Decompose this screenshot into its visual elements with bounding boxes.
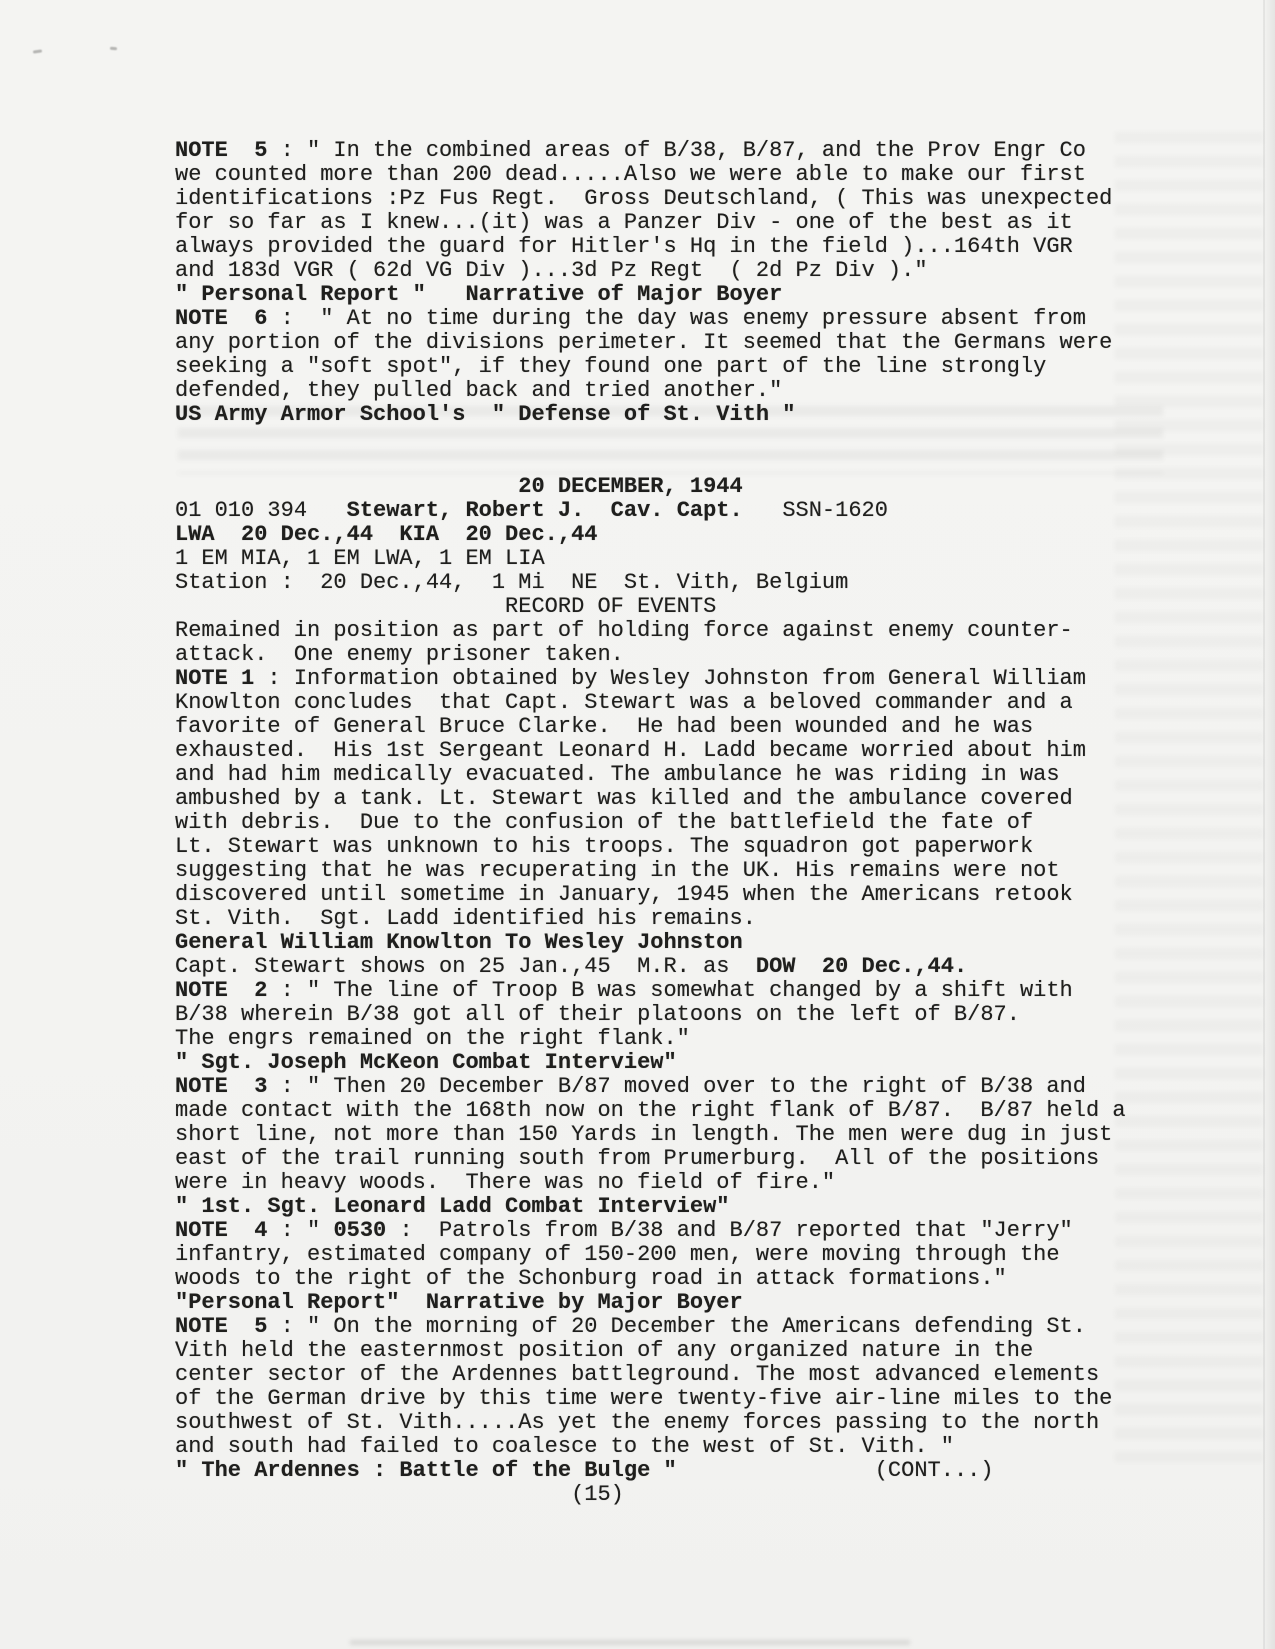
doc-line [175, 1315, 1126, 1339]
doc-line [175, 859, 1126, 883]
bold-text: 0530 [333, 1218, 387, 1243]
heading-date-line [175, 475, 1126, 499]
text: : " In the combined areas of B/38, B/87, and the Prov Engr Co [267, 138, 1086, 163]
text: exhausted. His 1st Sergeant Leonard H. Ladd became worried about him [175, 738, 1086, 763]
soldier-name-rank: Stewart, Robert J. Cav. Capt. [346, 498, 743, 523]
doc-line [175, 1051, 1126, 1075]
doc-line [175, 883, 1126, 907]
soldier-record-line [175, 499, 1126, 523]
text: infantry, estimated company of 150-200 men, were moving through the [175, 1242, 1060, 1267]
text [677, 1458, 875, 1483]
doc-line [175, 787, 1126, 811]
text: Remained in position as part of holding force against enemy counter- [175, 618, 1073, 643]
text: always provided the guard for Hitler's Hq in the field )...164th VGR [175, 234, 1073, 259]
doc-line [175, 211, 1126, 235]
text: Capt. Stewart shows on 25 Jan.,45 M.R. as [175, 954, 756, 979]
doc-line [175, 355, 1126, 379]
doc-line [175, 1099, 1126, 1123]
doc-line [175, 1243, 1126, 1267]
text: and had him medically evacuated. The ambulance he was riding in was [175, 762, 1060, 787]
doc-line [175, 691, 1126, 715]
text: short line, not more than 150 Yards in length. The men were dug in just [175, 1122, 1113, 1147]
doc-line [175, 235, 1126, 259]
doc-line [175, 139, 1126, 163]
bold-text: NOTE 5 [175, 138, 268, 163]
doc-line [175, 259, 1126, 283]
doc-line [175, 1363, 1126, 1387]
text: The engrs remained on the right flank." [175, 1026, 690, 1051]
doc-line [175, 451, 1126, 475]
text: any portion of the divisions perimeter. It seemed that the Germans were [175, 330, 1113, 355]
text [175, 474, 518, 499]
doc-line [175, 163, 1126, 187]
scan-edge-shading [1263, 0, 1275, 1649]
bold-text: NOTE 6 [175, 306, 268, 331]
doc-line [175, 835, 1126, 859]
doc-line [175, 283, 1126, 307]
doc-line [175, 547, 1126, 571]
doc-line [175, 715, 1126, 739]
text: woods to the right of the Schonburg road in attack formations." [175, 1266, 1007, 1291]
text [175, 1482, 571, 1507]
doc-line [175, 1435, 1126, 1459]
bleedthrough-right-margin [1115, 132, 1263, 1462]
text: : " On the morning of 20 December the Americans defending St. [267, 1314, 1086, 1339]
doc-line [175, 1171, 1126, 1195]
bold-text: " Sgt. Joseph McKeon Combat Interview" [175, 1050, 677, 1075]
text: were in heavy woods. There was no field of fire." [175, 1170, 836, 1195]
doc-line [175, 307, 1126, 331]
heading-date: 20 DECEMBER, 1944 [518, 474, 743, 499]
text: : " Then 20 December B/87 moved over to the right of B/38 and [267, 1074, 1086, 1099]
bold-text: General William Knowlton To Wesley Johnston [175, 930, 743, 955]
text: attack. One enemy prisoner taken. [175, 642, 624, 667]
doc-line [175, 907, 1126, 931]
text: Knowlton concludes that Capt. Stewart was a beloved commander and a [175, 690, 1073, 715]
text: favorite of General Bruce Clarke. He had been wounded and he was [175, 714, 1034, 739]
doc-line [175, 667, 1126, 691]
continuation-label: (CONT...) [874, 1458, 994, 1483]
text: B/38 wherein B/38 got all of their platoons on the left of B/87. [175, 1002, 1020, 1027]
document-lines [175, 139, 1126, 1507]
record-of-events-heading [175, 595, 1126, 619]
text: for so far as I knew...(it) was a Panzer Div - one of the best as it [175, 210, 1073, 235]
text: we counted more than 200 dead.....Also we were able to make our first [175, 162, 1086, 187]
doc-line [175, 403, 1126, 427]
text: southwest of St. Vith.....As yet the enemy forces passing to the north [175, 1410, 1100, 1435]
doc-line [175, 1339, 1126, 1363]
bold-text: "Personal Report" Narrative by Major Boyer [175, 1290, 743, 1315]
doc-line [175, 643, 1126, 667]
text: center sector of the Ardennes battleground. The most advanced elements [175, 1362, 1100, 1387]
text: Station : 20 Dec.,44, 1 Mi NE St. Vith, Belgium [175, 570, 849, 595]
casualty-status-line [175, 523, 1126, 547]
doc-line [175, 619, 1126, 643]
doc-line [175, 1219, 1126, 1243]
text: east of the trail running south from Prumerburg. All of the positions [175, 1146, 1100, 1171]
text: : " The line of Troop B was somewhat changed by a shift with [267, 978, 1073, 1003]
text: suggesting that he was recuperating in the UK. His remains were not [175, 858, 1060, 883]
bold-text: DOW 20 Dec.,44. [755, 954, 968, 979]
text: : Information obtained by Wesley Johnston from General William [254, 666, 1086, 691]
scan-speck [110, 47, 117, 51]
text: RECORD OF EVENTS [175, 594, 717, 619]
doc-line [175, 1387, 1126, 1411]
station-line [175, 571, 1126, 595]
doc-line [175, 1123, 1126, 1147]
doc-line [175, 1003, 1126, 1027]
source-citation: " The Ardennes : Battle of the Bulge " [175, 1458, 677, 1483]
doc-line [175, 1411, 1126, 1435]
doc-line [175, 1147, 1126, 1171]
bold-text: LWA 20 Dec.,44 KIA 20 Dec.,44 [175, 522, 598, 547]
bleedthrough-bottom-smear [350, 1640, 910, 1645]
source-citation-line [175, 1459, 1126, 1483]
text: seeking a "soft spot", if they found one part of the line strongly [175, 354, 1047, 379]
doc-line [175, 187, 1126, 211]
text: ambushed by a tank. Lt. Stewart was killed and the ambulance covered [175, 786, 1073, 811]
bold-text: NOTE 5 [175, 1314, 268, 1339]
text: with debris. Due to the confusion of the battlefield the fate of [175, 810, 1034, 835]
text: and south had failed to coalesce to the west of St. Vith. " [175, 1434, 954, 1459]
text: identifications :Pz Fus Regt. Gross Deutschland, ( This was unexpected [175, 186, 1113, 211]
bold-text: NOTE 4 [175, 1218, 268, 1243]
text: : " At no time during the day was enemy pressure absent from [267, 306, 1086, 331]
doc-line [175, 763, 1126, 787]
doc-line [175, 1267, 1126, 1291]
doc-line [175, 331, 1126, 355]
bold-text: NOTE 3 [175, 1074, 268, 1099]
text: : Patrols from B/38 and B/87 reported that "Jerry" [386, 1218, 1073, 1243]
text: made contact with the 168th now on the right flank of B/87. B/87 held a [175, 1098, 1126, 1123]
bold-text: " Personal Report " Narrative of Major Boyer [175, 282, 783, 307]
text: Lt. Stewart was unknown to his troops. The squadron got paperwork [175, 834, 1034, 859]
bold-text: " 1st. Sgt. Leonard Ladd Combat Interview" [175, 1194, 730, 1219]
text: 01 010 394 [175, 498, 347, 523]
doc-line [175, 811, 1126, 835]
text: defended, they pulled back and tried another." [175, 378, 783, 403]
bold-text: NOTE 2 [175, 978, 268, 1003]
doc-line [175, 739, 1126, 763]
doc-line [175, 955, 1126, 979]
doc-line [175, 1291, 1126, 1315]
doc-line [175, 427, 1126, 451]
scan-speck [33, 49, 42, 53]
bold-text: NOTE 1 [175, 666, 255, 691]
text: : " [267, 1218, 334, 1243]
page-number-label: (15) [571, 1482, 624, 1507]
text: of the German drive by this time were twenty-five air-line miles to the [175, 1386, 1113, 1411]
text: Vith held the easternmost position of any organized nature in the [175, 1338, 1034, 1363]
page-number-line [175, 1483, 1126, 1507]
doc-line [175, 379, 1126, 403]
text: 1 EM MIA, 1 EM LWA, 1 EM LIA [175, 546, 545, 571]
text: St. Vith. Sgt. Ladd identified his remains. [175, 906, 756, 931]
text: SSN-1620 [742, 498, 888, 523]
doc-line [175, 1075, 1126, 1099]
text: and 183d VGR ( 62d VG Div )...3d Pz Regt ( 2d Pz Div )." [175, 258, 928, 283]
doc-line [175, 1027, 1126, 1051]
text: discovered until sometime in January, 1945 when the Americans retook [175, 882, 1073, 907]
doc-line [175, 1195, 1126, 1219]
doc-line [175, 931, 1126, 955]
doc-line [175, 979, 1126, 1003]
bold-text: US Army Armor School's " Defense of St. Vith " [175, 402, 796, 427]
